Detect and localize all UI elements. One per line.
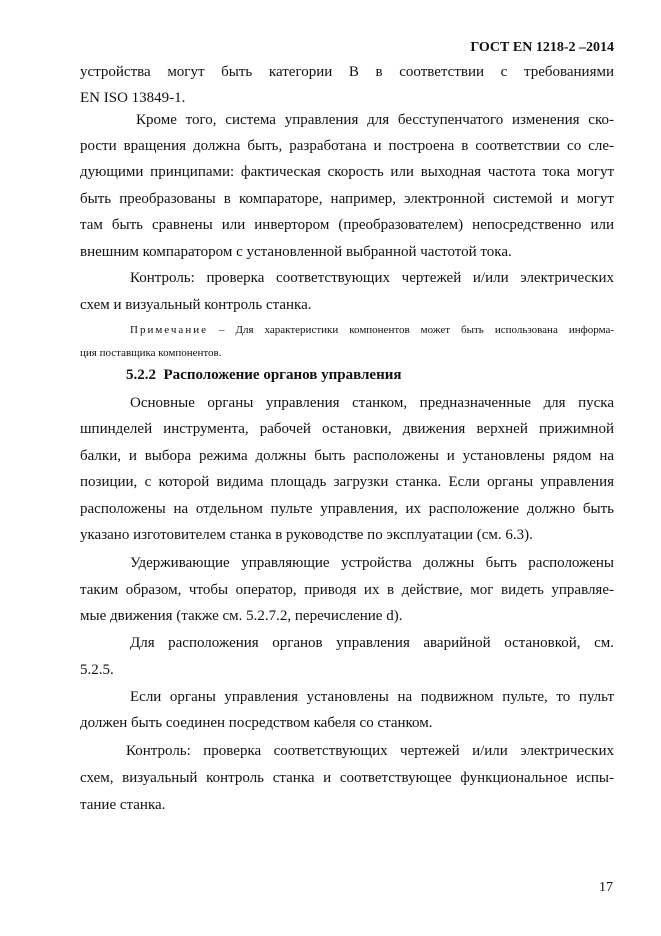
paragraph-4-line-6: указано изготовителем станка в руководстве по эксплуатации (см. 6.3). bbox=[80, 527, 533, 543]
note-line-2: ция поставщика компонентов. bbox=[80, 347, 222, 359]
paragraph-5-line-1: Удерживающие управляющие устройства должны быть расположены bbox=[130, 555, 614, 571]
paragraph-6-line-2: 5.2.5. bbox=[80, 662, 114, 678]
note-line-1 bbox=[130, 320, 614, 340]
note-text-1: – Для характеристики компонентов может быть использована информа- bbox=[207, 324, 614, 336]
paragraph-7-line-2: должен быть соединен посредством кабеля со станком. bbox=[80, 715, 433, 731]
section-number: 5.2.2 bbox=[126, 367, 156, 383]
paragraph-4-line-1: Основные органы управления станком, предназначенные для пуска bbox=[130, 395, 614, 411]
paragraph-1-line-1: устройства могут быть категории B в соответствии с требованиями bbox=[80, 64, 614, 80]
paragraph-2-line-1: Кроме того, система управления для бесступенчатого изменения ско- bbox=[136, 112, 614, 128]
paragraph-3-line-1: Контроль: проверка соответствующих чертежей и/или электрических bbox=[130, 270, 614, 286]
paragraph-1-line-2: EN ISO 13849-1. bbox=[80, 90, 186, 106]
paragraph-8-line-3: тание станка. bbox=[80, 797, 166, 813]
paragraph-2-line-6: внешним компаратором с установленной выбранной частотой тока. bbox=[80, 244, 512, 260]
paragraph-2-line-5: там быть сравнены или инвертором (преобразователем) непосредственно или bbox=[80, 217, 614, 233]
paragraph-6-line-1: Для расположения органов управления аварийной остановкой, см. bbox=[130, 635, 614, 651]
paragraph-8-line-1: Контроль: проверка соответствующих чертежей и/или электрических bbox=[126, 743, 614, 759]
paragraph-2-line-3: дующими принципами: фактическая скорость или выходная частота тока могут bbox=[80, 164, 614, 180]
paragraph-7-line-1: Если органы управления установлены на подвижном пульте, то пульт bbox=[130, 689, 614, 705]
paragraph-3-line-2: схем и визуальный контроль станка. bbox=[80, 297, 312, 313]
paragraph-4-line-2: шпинделей инструмента, рабочей остановки, движения верхней прижимной bbox=[80, 421, 614, 437]
paragraph-4-line-5: расположены на отдельном пульте управления, их расположение должно быть bbox=[80, 501, 614, 517]
paragraph-4-line-4: позиции, с которой видима площадь загрузки станка. Если органы управления bbox=[80, 474, 614, 490]
document-standard-id: ГОСТ EN 1218-2 –2014 bbox=[470, 40, 614, 55]
paragraph-5-line-3: мые движения (также см. 5.2.7.2, перечисление d). bbox=[80, 608, 403, 624]
paragraph-5-line-2: таким образом, чтобы оператор, приводя их в действие, мог видеть управляе- bbox=[80, 582, 614, 598]
section-heading bbox=[126, 365, 526, 385]
note-label: Примечание bbox=[130, 324, 208, 336]
page-number: 17 bbox=[599, 880, 613, 895]
paragraph-8-line-2: схем, визуальный контроль станка и соответствующее функциональное испы- bbox=[80, 770, 614, 786]
paragraph-2-line-2: рости вращения должна быть, разработана и построена в соответствии со сле- bbox=[80, 138, 614, 154]
paragraph-2-line-4: быть преобразованы в компараторе, например, электронной системой и могут bbox=[80, 191, 614, 207]
section-title: Расположение органов управления bbox=[163, 367, 402, 383]
paragraph-4-line-3: балки, и выбора режима должны быть расположены и установлены рядом на bbox=[80, 448, 614, 464]
